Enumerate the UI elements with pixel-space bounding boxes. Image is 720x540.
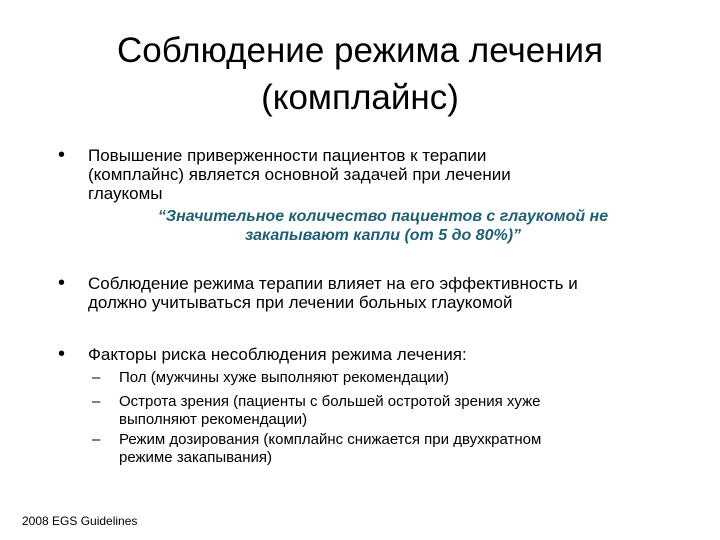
sub-bullet-marker: – xyxy=(92,431,101,448)
bullet-text xyxy=(88,274,678,312)
bullet-marker: • xyxy=(58,272,66,294)
bullet-line: Повышение приверженности пациентов к терапии xyxy=(88,146,487,165)
bullet-line: глаукомы xyxy=(88,184,163,203)
bullet-marker: • xyxy=(58,144,66,166)
slide-title xyxy=(0,27,720,121)
sub-bullet-text xyxy=(119,393,649,429)
quote-line-2: закапывают капли (от 5 до 80%)” xyxy=(244,227,522,244)
bullet-text xyxy=(88,146,678,203)
bullet-text xyxy=(88,345,678,364)
title-line-1: Соблюдение режима лечения xyxy=(116,31,604,70)
bullet-line: Факторы риска несоблюдения режима лечения: xyxy=(88,345,467,364)
sub-bullet-marker: – xyxy=(92,369,101,386)
bullet-marker: • xyxy=(58,343,66,365)
sub-bullet-marker: – xyxy=(92,393,101,410)
title-line-2: (комплайнс) xyxy=(261,78,459,117)
quote xyxy=(88,207,678,245)
quote-line-1: “Значительное количество пациентов с глаукомой не xyxy=(157,208,609,225)
bullet-line: должно учитываться при лечении больных глаукомой xyxy=(88,293,513,312)
sub-bullet-text xyxy=(119,431,649,467)
sub-bullet-line: Острота зрения (пациенты с большей остротой зрения хуже xyxy=(119,393,541,410)
bullet-line: (комплайнс) является основной задачей при лечении xyxy=(88,165,511,184)
sub-bullet-line: выполняют рекомендации) xyxy=(119,411,308,428)
sub-bullet-line: Пол (мужчины хуже выполняют рекомендации) xyxy=(119,369,449,386)
footer-source: 2008 EGS Guidelines xyxy=(22,514,138,528)
sub-bullet-line: режиме закапывания) xyxy=(119,449,273,466)
sub-bullet-line: Режим дозирования (комплайнс снижается при двухкратном xyxy=(119,431,542,448)
sub-bullet-text xyxy=(119,369,649,387)
bullet-line: Соблюдение режима терапии влияет на его эффективность и xyxy=(88,274,578,293)
